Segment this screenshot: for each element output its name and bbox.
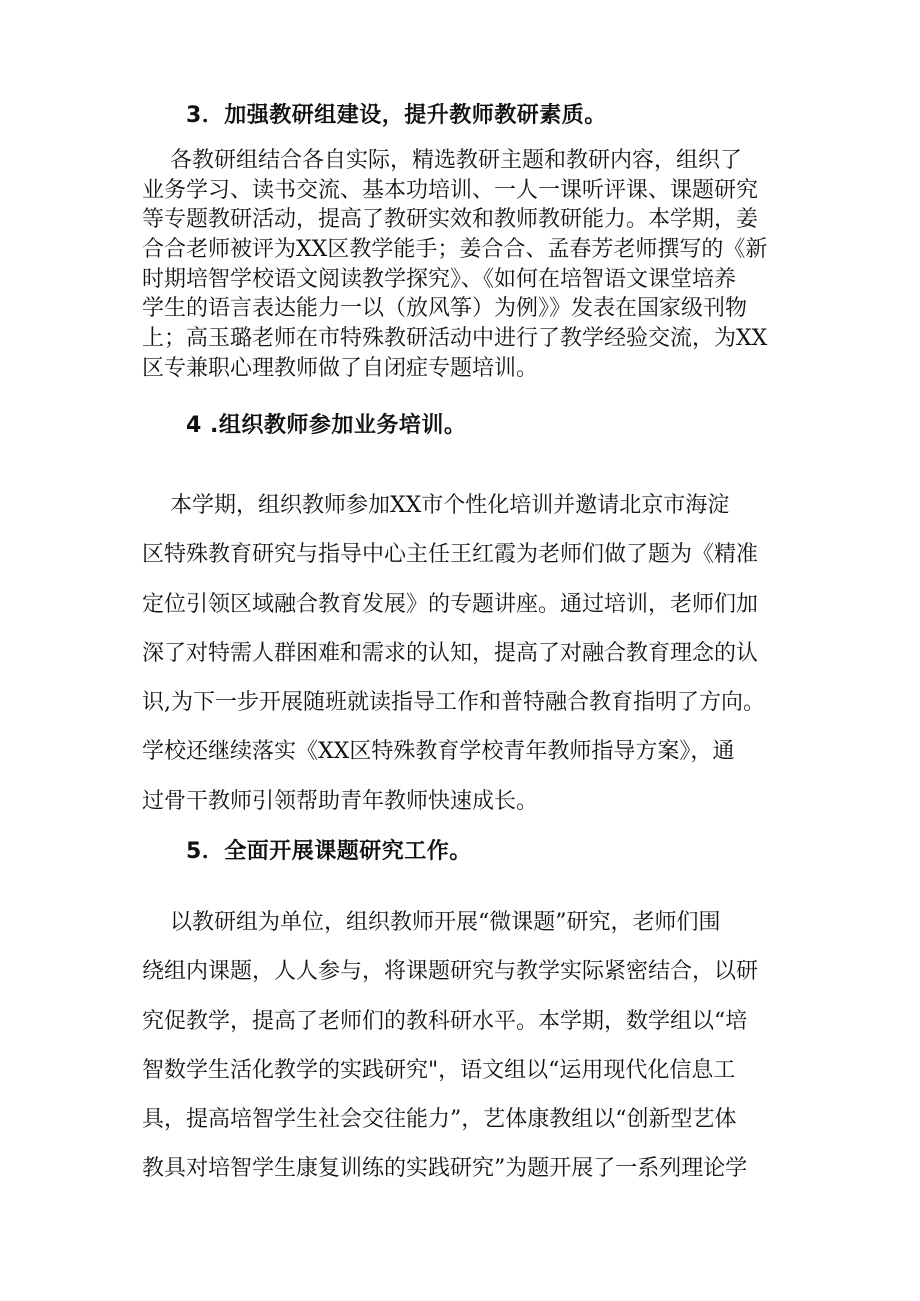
paragraph-line: 绕组内课题，人人参与，将课题研究与教学实际紧密结合，以研: [142, 959, 759, 985]
paragraph-line: 过骨干教师引领帮助青年教师快速成长。: [142, 788, 539, 814]
section-paragraph-5: [142, 898, 792, 1194]
paragraph-line: 本学期，组织教师参加XX市个性化培训并邀请北京市海淀: [142, 493, 730, 518]
paragraph-line: 以教研组为单位，组织教师开展“微课题”研究，老师们围: [142, 910, 721, 935]
paragraph-line: 具，提高培智学生社会交往能力”，艺体康教组以“创新型艺体: [142, 1107, 737, 1133]
section-paragraph-4: [142, 481, 792, 826]
paragraph-line: 上；高玉璐老师在市特殊教研活动中进行了教学经验交流，为XX: [142, 326, 768, 352]
paragraph-line: 区专兼职心理教师做了自闭症专题培训。: [142, 355, 539, 381]
section-heading-3: 3．加强教研组建设，提升教师教研素质。: [186, 103, 607, 128]
paragraph-line: 等专题教研活动，提高了教研实效和教师教研能力。本学期，姜: [142, 207, 759, 233]
paragraph-line: 时期培智学校语文阅读教学探究》、《如何在培智语文课堂培养: [142, 266, 737, 292]
paragraph-line: 学校还继续落实《XX区特殊教育学校青年教师指导方案》，通: [142, 739, 735, 765]
section-heading-4: 4 .组织教师参加业务培训。: [186, 413, 467, 438]
paragraph-line: 各教研组结合各自实际，精选教研主题和教研内容，组织了: [142, 148, 742, 173]
paragraph-line: 究促教学，提高了老师们的教科研水平。本学期，数学组以“培: [142, 1008, 748, 1034]
paragraph-line: 识,为下一步开展随班就读指导工作和普特融合教育指明了方向。: [142, 690, 765, 716]
paragraph-line: 智数学生活化教学的实践研究"，语文组以“运用现代化信息工: [142, 1057, 736, 1083]
paragraph-line: 教具对培智学生康复训练的实践研究”为题开展了一系列理论学: [142, 1156, 748, 1182]
paragraph-line: 深了对特需人群困难和需求的认知，提高了对融合教育理念的认: [142, 640, 759, 666]
paragraph-line: 定位引领区域融合教育发展》的专题讲座。通过培训，老师们加: [142, 591, 759, 617]
paragraph-line: 学生的语言表达能力一以（放风筝）为例》》发表在国家级刊物: [142, 296, 748, 322]
section-heading-5: 5．全面开展课题研究工作。: [186, 839, 472, 864]
paragraph-line: 区特殊教育研究与指导中心主任王红霞为老师们做了题为《精准: [142, 542, 759, 568]
section-paragraph-3: [142, 146, 792, 384]
paragraph-line: 业务学习、读书交流、基本功培训、一人一课听评课、课题研究: [142, 177, 759, 203]
paragraph-line: 合合老师被评为XX区教学能手；姜合合、孟春芳老师撰写的《新: [142, 237, 768, 263]
